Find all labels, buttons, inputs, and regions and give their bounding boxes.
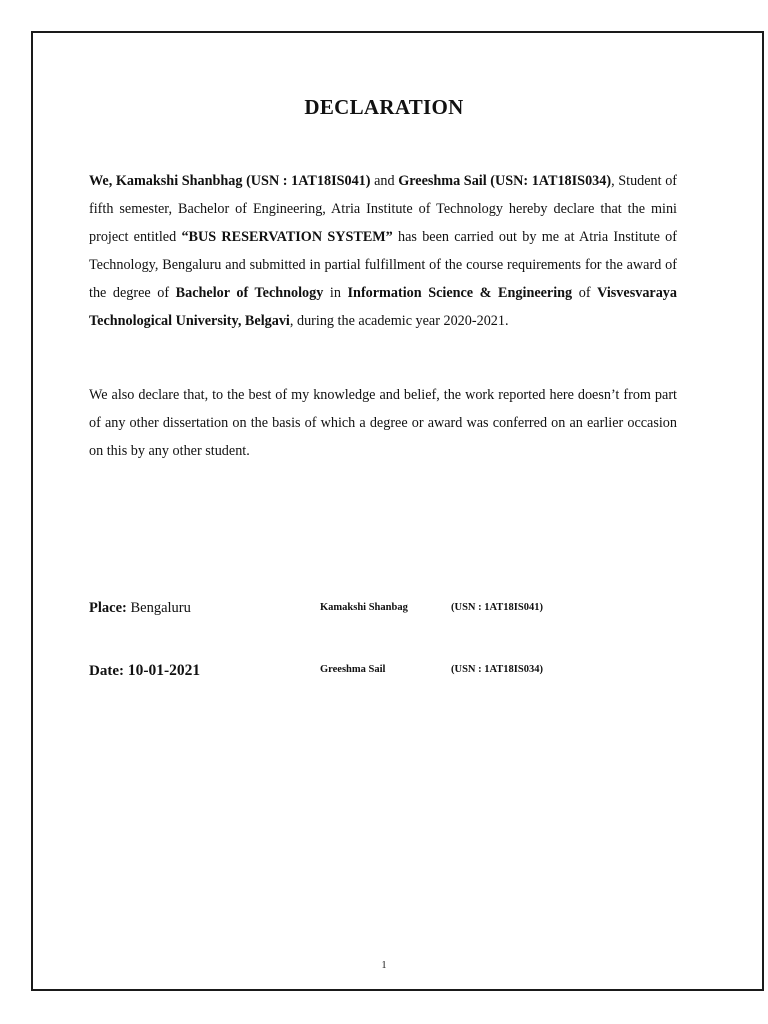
connector-text: and: [370, 173, 399, 189]
page-number: 1: [381, 960, 387, 971]
student1-text: We, Kamakshi Shanbhag (USN : 1AT18IS041): [89, 173, 371, 189]
student2-name: Greeshma Sail: [320, 664, 386, 675]
place-value: Bengaluru: [126, 600, 191, 616]
student1-name: Kamakshi Shanbag: [320, 602, 408, 613]
place-label: Place:: [89, 600, 127, 616]
connector-text: in: [323, 285, 348, 301]
degree-text: Bachelor of Technology: [175, 285, 324, 301]
date-label: Date:: [89, 663, 124, 679]
date-value: 10-01-2021: [123, 662, 201, 679]
originality-paragraph: We also declare that, to the best of my knowledge and belief, the work reported here doesn’t from part of any other dissertation on the basis of which a degree or award was conferred on an earlier occasion on this by any other student.: [89, 387, 677, 459]
body-text: , Student of fifth semester, Bachelor of Engineering, Atria Institute of Technology hereby declare that the mini project entitled: [89, 173, 678, 245]
student1-usn: (USN : 1AT18IS041): [451, 602, 543, 613]
place-row: [89, 600, 689, 624]
body-text: , during the academic year 2020-2021.: [289, 313, 509, 329]
university-text: Visvesvaraya Technological University, Belgavi: [89, 285, 677, 329]
place-field: [89, 600, 191, 617]
project-title: “BUS RESERVATION SYSTEM”: [181, 229, 393, 245]
date-row: [89, 662, 689, 686]
date-field: [89, 662, 200, 680]
body-text: has been carried out by me at Atria Institute of Technology, Bengaluru and submitted in partial fulfillment of the course requirements for the award of the degree of: [89, 229, 677, 301]
page-title: DECLARATION: [304, 95, 464, 119]
student2-usn: (USN : 1AT18IS034): [451, 664, 543, 675]
declaration-paragraph: [89, 167, 677, 335]
branch-text: Information Science & Engineering: [347, 285, 573, 301]
connector-text: of: [572, 285, 598, 301]
student2-text: Greeshma Sail (USN: 1AT18IS034): [398, 173, 612, 189]
